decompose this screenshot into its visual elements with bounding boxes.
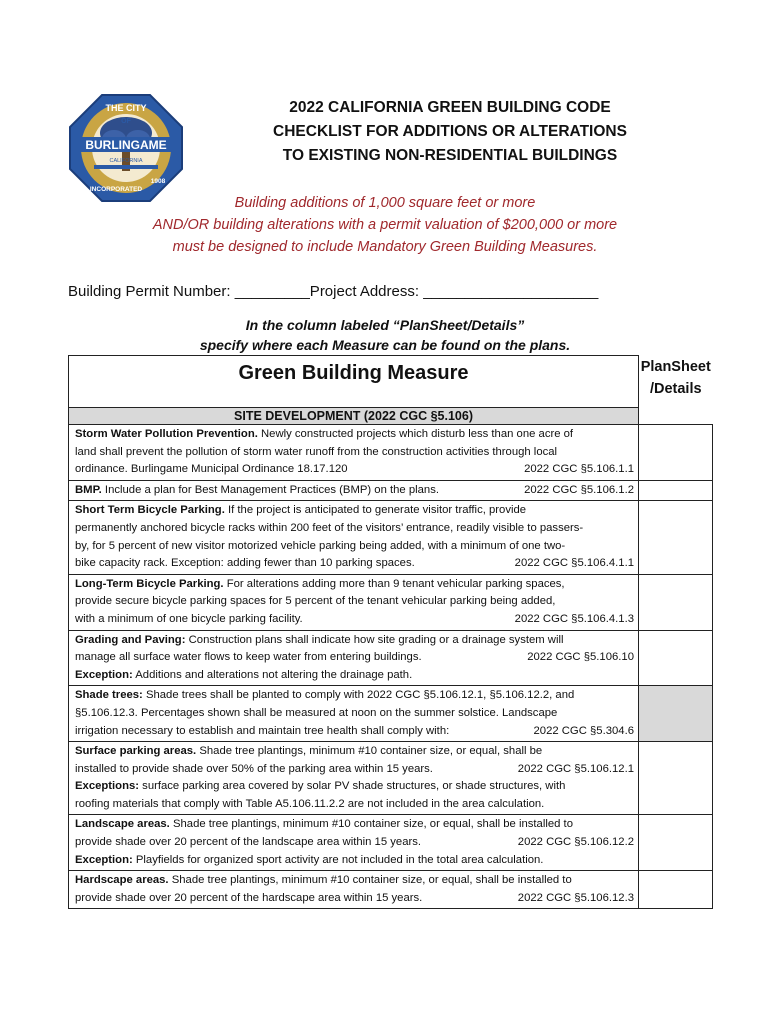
notice-line-1: Building additions of 1,000 square feet or more — [234, 195, 536, 211]
plansheet-input[interactable] — [639, 742, 713, 815]
plansheet-input[interactable] — [639, 815, 713, 871]
svg-text:OF: OF — [121, 118, 131, 125]
measure-storm-water: Storm Water Pollution Prevention. Newly constructed projects which disturb less than one acre of land shall prevent the pollution of storm water runoff from the construction activities through local 2022 CGC §5.106.1.1 ordinance. Burlingame Municipal Ordinance 18.17.120 — [69, 425, 639, 481]
applicability-notice — [60, 192, 710, 258]
title-line-1: 2022 CALIFORNIA GREEN BUILDING CODE — [289, 99, 611, 116]
svg-text:INCORPORATED: INCORPORATED — [89, 186, 143, 193]
title-line-2: CHECKLIST FOR ADDITIONS OR ALTERATIONS — [273, 123, 627, 140]
plansheet-input[interactable] — [639, 501, 713, 574]
table-row — [69, 574, 713, 630]
document-title — [200, 96, 700, 168]
table-row — [69, 425, 713, 481]
measure-shade-trees: Shade trees: Shade trees shall be planted to comply with 2022 CGC §5.106.12.1, §5.106.12.2, and §5.106.12.3. Percentages shown shall be measured at noon on the summer solstice. Landscape 2022 CGC §5.304.6 irrigation necessary to establish and maintain tree health shall comply with: — [69, 686, 639, 742]
instructions — [90, 315, 680, 355]
svg-text:BURLINGAME: BURLINGAME — [85, 138, 167, 152]
table-row — [69, 686, 713, 742]
plansheet-input[interactable] — [639, 871, 713, 909]
section-header-site-development: SITE DEVELOPMENT (2022 CGC §5.106) — [69, 408, 639, 425]
svg-text:1908: 1908 — [150, 178, 166, 185]
plansheet-header-line-2: /Details — [649, 380, 702, 397]
measure-bmp: 2022 CGC §5.106.1.2 BMP. Include a plan for Best Management Practices (BMP) on the plans. — [69, 480, 639, 501]
svg-text:CALIFORNIA: CALIFORNIA — [109, 158, 143, 164]
table-row — [69, 630, 713, 686]
plansheet-column-header — [639, 356, 713, 425]
svg-text:THE CITY: THE CITY — [105, 103, 147, 113]
measures-table — [68, 355, 713, 909]
measure-long-term-bicycle: Long-Term Bicycle Parking. For alterations adding more than 9 tenant vehicular parking spaces, provide secure bicycle parking spaces for 5 percent of the tenant vehicular parking being added, 2022 CGC §5.106.4.1.3 with a minimum of one bicycle parking facility. — [69, 574, 639, 630]
measure-hardscape-areas: Hardscape areas. Shade tree plantings, minimum #10 container size, or equal, shall be installed to 2022 CGC §5.106.12.3 provide shade over 20 percent of the hardscape area within 15 years. — [69, 871, 639, 909]
measure-column-header: Green Building Measure — [69, 356, 639, 408]
plansheet-not-applicable — [639, 686, 713, 742]
measure-landscape-areas: Landscape areas. Shade tree plantings, minimum #10 container size, or equal, shall be installed to 2022 CGC §5.106.12.2 provide shade over 20 percent of the landscape area within 15 years. Exception: Playfields for organized sport activity are not included in the total area calculation. — [69, 815, 639, 871]
plansheet-input[interactable] — [639, 480, 713, 501]
table-row — [69, 501, 713, 574]
table-row — [69, 815, 713, 871]
city-seal-logo — [68, 93, 184, 203]
plansheet-input[interactable] — [639, 574, 713, 630]
notice-line-3: must be designed to include Mandatory Green Building Measures. — [172, 239, 598, 255]
measure-grading-paving: Grading and Paving: Construction plans shall indicate how site grading or a drainage system will 2022 CGC §5.106.10 manage all surface water flows to keep water from entering buildings. Exception: Additions and alterations not altering the drainage path. — [69, 630, 639, 686]
plansheet-input[interactable] — [639, 425, 713, 481]
permit-address-line[interactable]: Building Permit Number: _________Project Address: _____________________ — [68, 283, 599, 300]
measure-surface-parking: Surface parking areas. Shade tree plantings, minimum #10 container size, or equal, shall be 2022 CGC §5.106.12.1 installed to provide shade over 50% of the parking area within 15 years. Exceptions: surface parking area covered by solar PV shade structures, or shade structures, with roofing materials that comply with Table A5.106.11.2.2 are not included in the area calculation. — [69, 742, 639, 815]
instructions-line-1: In the column labeled “PlanSheet/Details” — [245, 317, 525, 333]
title-line-3: TO EXISTING NON-RESIDENTIAL BUILDINGS — [282, 147, 618, 164]
notice-line-2: AND/OR building alterations with a permit valuation of $200,000 or more — [152, 217, 618, 233]
measure-short-term-bicycle: Short Term Bicycle Parking. If the project is anticipated to generate visitor traffic, provide permanently anchored bicycle racks within 200 feet of the visitors’ entrance, readily visible to passers- by, for 5 percent of new visitor motorized vehicle parking being added, with a minimum of one two- 2022 CGC §5.106.4.1.1 bike capacity rack. Exception: adding fewer than 10 parking spaces. — [69, 501, 639, 574]
table-row — [69, 871, 713, 909]
table-row — [69, 480, 713, 501]
plansheet-input[interactable] — [639, 630, 713, 686]
table-row — [69, 742, 713, 815]
instructions-line-2: specify where each Measure can be found on the plans. — [199, 337, 571, 353]
plansheet-header-line-1: PlanSheet — [640, 358, 711, 375]
